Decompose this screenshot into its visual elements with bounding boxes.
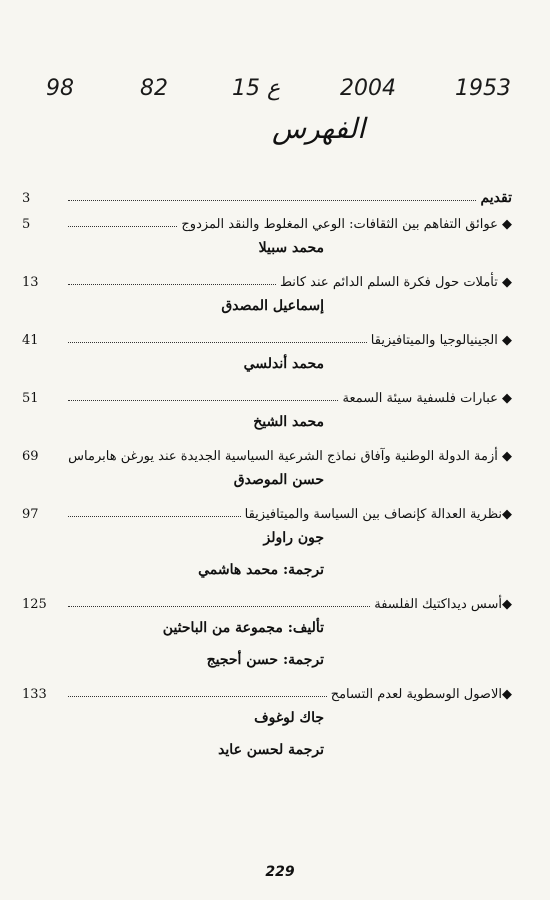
toc-entry-title: ◆نظرية العدالة كإنصاف بين السياسة والميتافيزيقا <box>244 507 512 522</box>
toc-entry[interactable] <box>22 498 512 522</box>
annotation-year: 1953 <box>455 76 511 101</box>
annotation-number: 82 <box>140 76 168 101</box>
dot-leader <box>68 696 327 697</box>
toc-author: ترجمة لحسن عايد <box>218 742 324 758</box>
toc-entry-title: ◆ عبارات فلسفية سيئة السمعة <box>342 391 512 406</box>
toc-author: محمد سبيلا <box>258 240 324 256</box>
toc-entry-page: 125 <box>22 597 47 612</box>
toc-entry-page: 41 <box>22 333 39 348</box>
annotation-issue: ع 15 <box>232 76 281 101</box>
toc-author: حسن الموصدق <box>233 472 324 488</box>
toc-entry-page: 5 <box>22 217 31 232</box>
toc-entry[interactable] <box>22 588 512 612</box>
dot-leader <box>68 226 177 227</box>
toc-entry-title: ◆أسس ديداكتيك الفلسفة <box>374 597 512 612</box>
annotation-year-2: 2004 <box>340 76 396 101</box>
toc-author: جاك لوغوف <box>254 710 324 726</box>
toc-author: جون راولز <box>263 530 324 546</box>
dot-leader <box>68 606 370 607</box>
toc-entry[interactable] <box>22 182 512 206</box>
dot-leader <box>68 342 367 343</box>
toc-entry-page: 97 <box>22 507 39 522</box>
toc-entry[interactable] <box>22 440 512 464</box>
table-of-contents <box>22 180 512 766</box>
toc-author: إسماعيل المصدق <box>221 298 324 314</box>
dot-leader <box>68 400 338 401</box>
page-title: الفهرس <box>271 112 365 145</box>
toc-entry-page: 133 <box>22 687 47 702</box>
toc-entry[interactable] <box>22 382 512 406</box>
toc-entry-title: تقديم <box>480 190 512 206</box>
dot-leader <box>68 284 276 285</box>
toc-entry-title: ◆الاصول الوسطوية لعدم التسامح <box>330 687 512 702</box>
dot-leader <box>68 200 476 201</box>
toc-author: تأليف: مجموعة من الباحثين <box>162 620 324 636</box>
toc-author: ترجمة: محمد هاشمي <box>198 562 324 578</box>
toc-author: محمد أندلسي <box>243 356 324 372</box>
toc-entry-page: 69 <box>22 449 39 464</box>
toc-entry-title: ◆ عوائق التفاهم بين الثقافات: الوعي المغلوط والنقد المزدوج <box>181 217 512 232</box>
toc-entry-title: ◆ أزمة الدولة الوطنية وآفاق نماذج الشرعية السياسية الجديدة عند يورغن هابرماس <box>68 449 512 464</box>
toc-entry-title: ◆ الجينيالوجيا والميتافيزيقا <box>370 333 512 348</box>
annotation-number-2: 98 <box>46 76 74 101</box>
toc-entry[interactable] <box>22 324 512 348</box>
page-number: 229 <box>265 864 295 880</box>
toc-entry[interactable] <box>22 266 512 290</box>
toc-entry[interactable] <box>22 678 512 702</box>
toc-entry-page: 51 <box>22 391 39 406</box>
toc-entry[interactable] <box>22 208 512 232</box>
dot-leader <box>68 516 241 517</box>
toc-entry-page: 3 <box>22 191 31 206</box>
toc-entry-page: 13 <box>22 275 39 290</box>
handwritten-annotations <box>0 76 550 116</box>
toc-author: محمد الشيخ <box>253 414 324 430</box>
toc-entry-title: ◆ تأملات حول فكرة السلم الدائم عند كانط <box>279 275 512 290</box>
toc-author: ترجمة: حسن أحجيج <box>206 652 324 668</box>
